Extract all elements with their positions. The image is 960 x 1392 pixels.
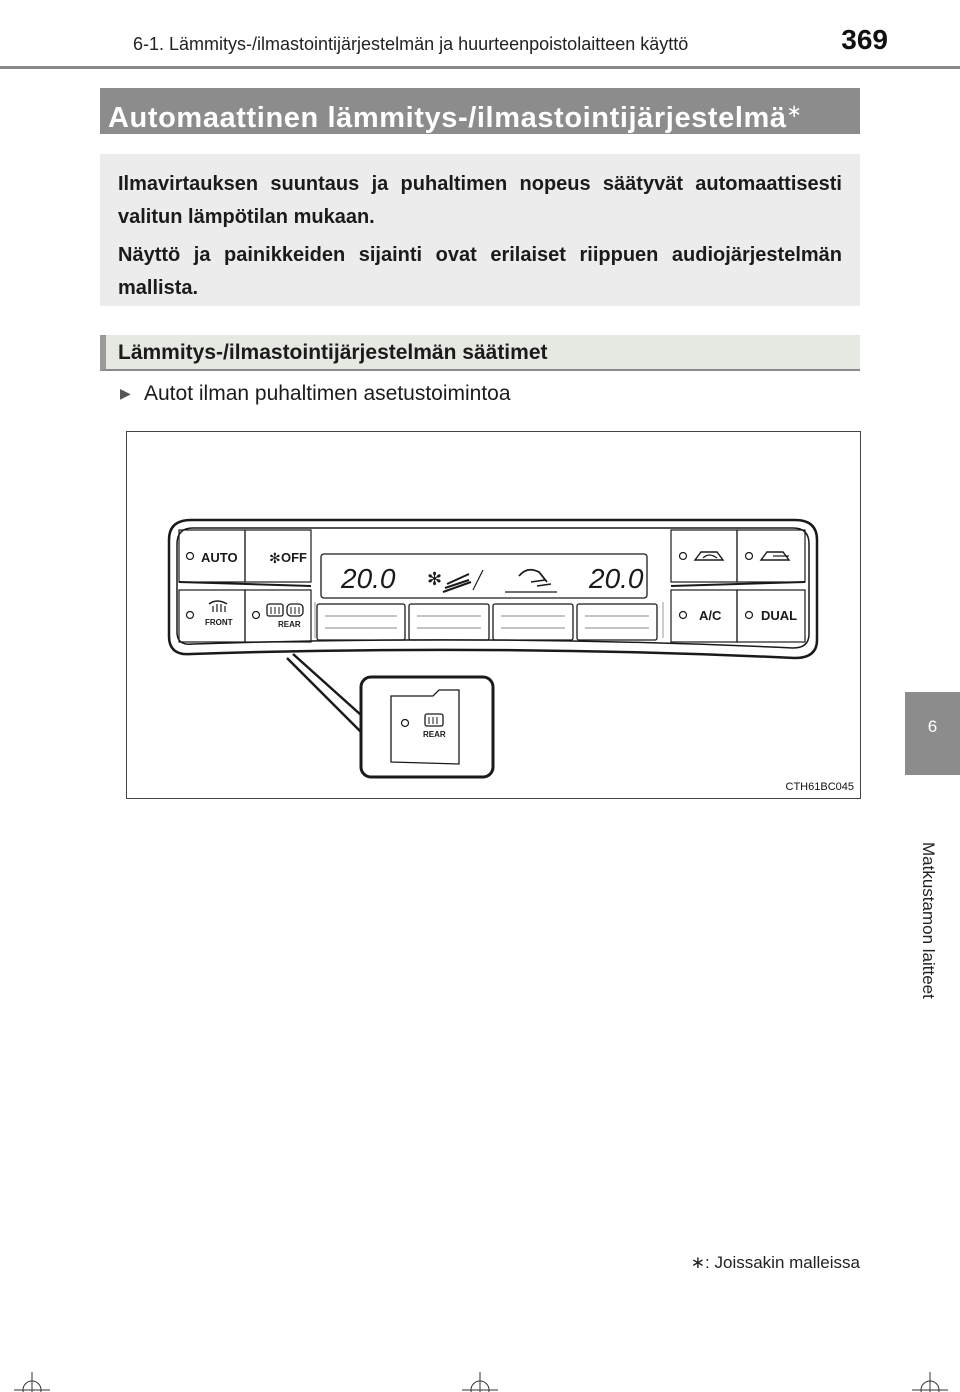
off-label: OFF <box>281 550 307 565</box>
header-section-title: 6-1. Lämmitys-/ilmastointijärjestelmän ja huurteenpoistolaitteen käyttö <box>133 34 689 54</box>
triangle-bullet-icon: ▶ <box>120 385 131 401</box>
footnote <box>691 1253 860 1273</box>
intro-paragraph-1: Ilmavirtauksen suuntaus ja puhaltimen nopeus säätyvät automaattisesti valitun lämpötilan mukaan. <box>118 173 842 228</box>
climate-control-figure <box>126 431 861 799</box>
ac-label: A/C <box>699 608 722 623</box>
callout-line-lower <box>287 658 361 732</box>
front-label: FRONT <box>205 618 233 627</box>
chapter-tab: 6 <box>905 692 960 775</box>
bullet-text: Autot ilman puhaltimen asetustoimintoa <box>144 382 511 405</box>
intro-box <box>100 154 860 306</box>
rear-label: REAR <box>278 620 301 629</box>
callout-rear-label: REAR <box>423 730 446 739</box>
left-temp: 20.0 <box>341 563 396 594</box>
intro-paragraph-2: Näyttö ja painikkeiden sijainti ovat erilaiset riippuen audiojärjestelmän mallista. <box>118 244 842 299</box>
right-temp: 20.0 <box>589 563 644 594</box>
figure-code: CTH61BC045 <box>785 781 854 793</box>
climate-panel-illustration <box>127 432 862 800</box>
callout-box <box>361 677 493 777</box>
chapter-label: Matkustamon laitteet <box>919 842 938 999</box>
bullet-item <box>120 382 511 406</box>
dual-label: DUAL <box>761 608 798 623</box>
auto-label: AUTO <box>201 550 238 565</box>
display-fan-icon: ✻ <box>427 569 443 590</box>
fan-icon: ✻ <box>269 551 281 567</box>
crop-mark-left <box>12 1370 52 1392</box>
crop-mark-right <box>910 1370 950 1392</box>
page-title-text: Automaattinen lämmitys-/ilmastointijärjestelmä <box>108 102 787 134</box>
page-number: 369 <box>841 24 888 55</box>
callout-line-upper <box>293 654 361 715</box>
footnote-mark: ∗ <box>690 1253 706 1272</box>
asterisk-mark: ∗ <box>786 101 803 121</box>
section-heading: Lämmitys-/ilmastointijärjestelmän säätimet <box>100 335 860 371</box>
crop-mark-center <box>460 1370 500 1392</box>
footnote-text: : Joissakin malleissa <box>705 1253 860 1272</box>
header-rule <box>0 66 960 69</box>
page-title <box>100 88 860 134</box>
